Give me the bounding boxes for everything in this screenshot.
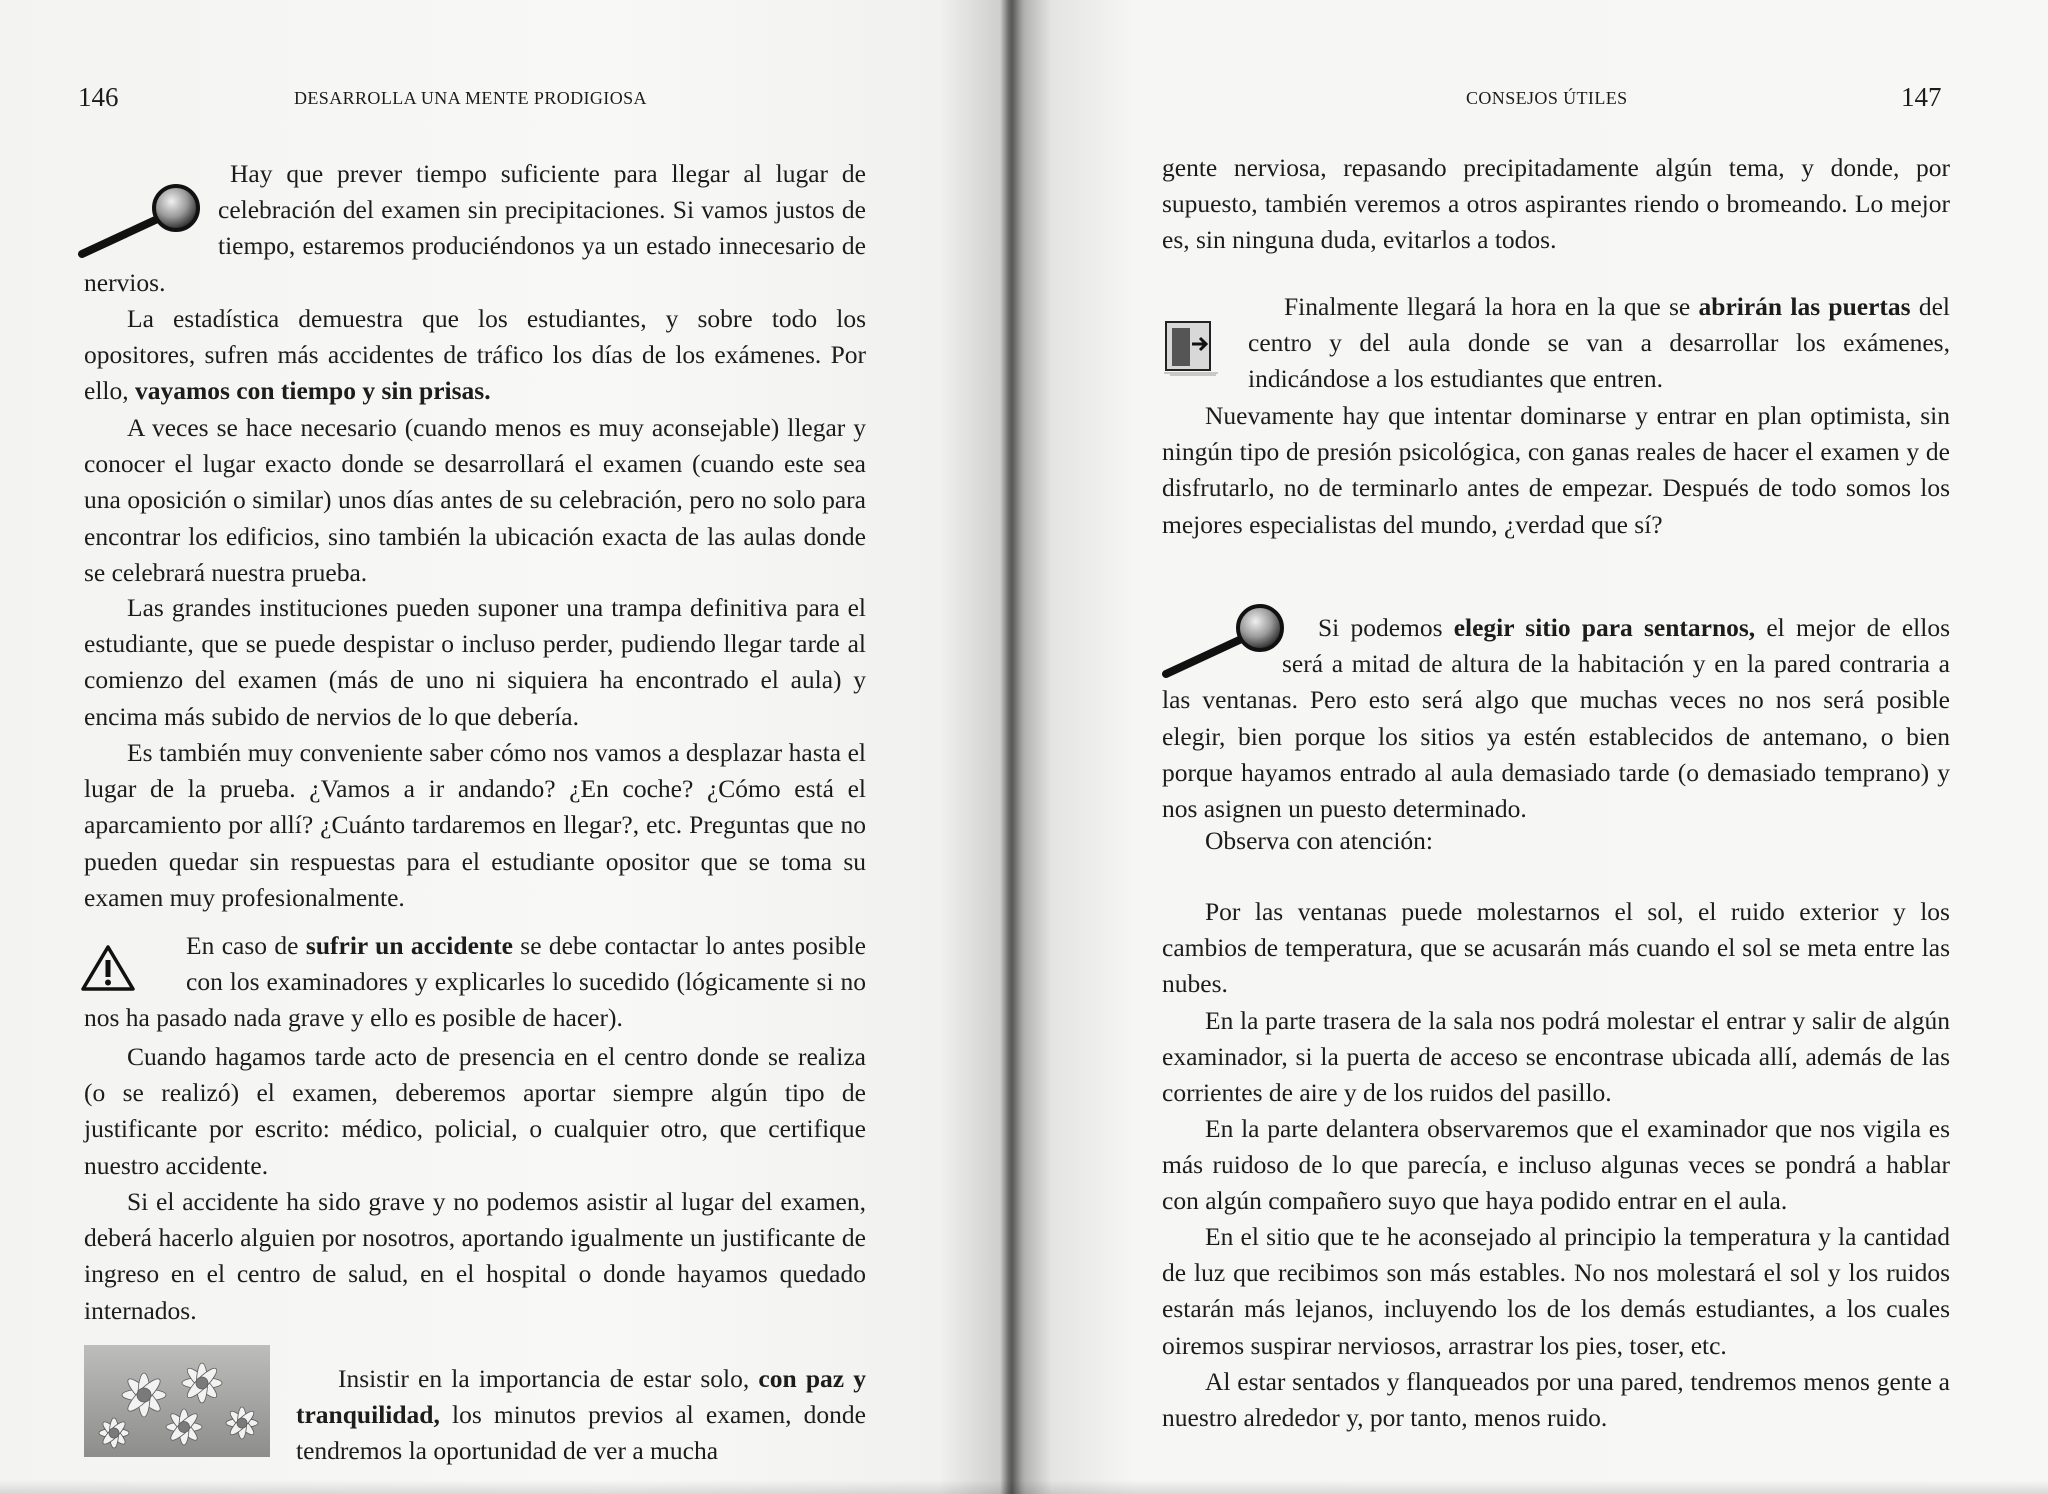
bold-phrase: sufrir un accidente: [305, 931, 513, 960]
running-head: CONSEJOS ÚTILES: [1466, 88, 1628, 108]
paragraph-p1: [84, 156, 866, 301]
paragraph-q8: En la parte delantera observaremos que el examinador que nos vigila es más ruidoso de lo que parecía, e incluso algunas veces se pondrá a hablar con algún compañero suyo que haya podido entrar en el aula.: [1162, 1114, 1950, 1216]
right-page: [1010, 0, 2048, 1494]
paragraph-q1: gente nerviosa, repasando precipitadamente algún tema, y donde, por supuesto, también veremos a otros aspirantes riendo o bromeando. Lo mejor es, sin ninguna duda, evitarlos a todos.: [1162, 153, 1950, 255]
page-number: 146: [78, 82, 119, 112]
paragraph-q3: Nuevamente hay que intentar dominarse y entrar en plan optimista, sin ningún tipo de presión psicológica, con ganas reales de hacer el examen y de disfrutarlo, no de terminarlo antes de empezar. Después de todo somos los mejores especialistas del mundo, ¿verdad que sí?: [1162, 401, 1950, 539]
page-bottom-shadow: [0, 1480, 2048, 1494]
left-page: [0, 0, 1010, 1494]
paragraph-q10: Al estar sentados y flanqueados por una pared, tendremos menos gente a nuestro alrededor y, por tanto, menos ruido.: [1162, 1367, 1950, 1433]
bold-phrase: vayamos con tiempo y sin prisas.: [135, 376, 491, 406]
paragraph-p9: [296, 1361, 866, 1470]
paragraph-q4: [1162, 610, 1950, 827]
paragraph-p3: A veces se hace necesario (cuando menos es muy aconsejable) llegar y conocer el lugar exacto donde se desarrollará el examen (cuando este sea una oposición o similar) unos días antes de su celebración, pero no solo para encontrar los edificios, sino también la ubicación exacta de las aulas donde se celebrará nuestra prueba.: [84, 413, 866, 587]
paragraph-text: En caso de: [186, 931, 306, 960]
paragraph-text: Insistir en la importancia de estar solo,: [338, 1364, 759, 1393]
paragraph-q5: Observa con atención:: [1205, 826, 1433, 855]
page-number: 147: [1901, 82, 1942, 112]
bold-phrase: con paz y tranquilidad,: [296, 1364, 867, 1430]
paragraph-p8: Si el accidente ha sido grave y no podemos asistir al lugar del examen, deberá hacerlo alguien por nosotros, aportando igualmente un justificante de ingreso en el centro de salud, en el hospital o donde hayamos quedado internados.: [84, 1187, 866, 1325]
paragraph-p4: Las grandes instituciones pueden suponer una trampa definitiva para el estudiante, que se puede despistar o incluso perder, pudiendo llegar tarde al comienzo del examen (más de uno ni siquiera ha encontrado el aula) y encima más subido de nervios de lo que debería.: [84, 593, 866, 731]
paragraph-text: del centro y del aula donde se van a desarrollar los exámenes, indicándose a los estudiantes que entren.: [1248, 292, 1951, 394]
paragraph-p2: [84, 301, 866, 410]
paragraph-text: Si podemos: [1318, 613, 1454, 642]
bold-phrase: elegir sitio para sentarnos,: [1453, 613, 1756, 642]
paragraph-text: el mejor de ellos será a mitad de altura de la habitación y en la pared contraria a las ventanas. Pero esto será algo que muchas veces no nos será posible elegir, bien porque los sitios ya estén establecidos de antemano, o bien porque hayamos entrado al aula demasiado tarde (o demasiado temprano) y nos asignen un puesto determinado.: [1162, 613, 1950, 824]
running-head: DESARROLLA UNA MENTE PRODIGIOSA: [294, 88, 647, 108]
paragraph-text: los minutos previos al examen, donde tendremos la oportunidad de ver a mucha: [296, 1400, 866, 1466]
paragraph-q6: Por las ventanas puede molestarnos el sol, el ruido exterior y los cambios de temperatura, que se acusarán más cuando el sol se meta entre las nubes.: [1162, 897, 1950, 999]
paragraph-q7: En la parte trasera de la sala nos podrá molestar el entrar y salir de algún examinador, si la puerta de acceso se encontrase ubicada allí, además de las corrientes de aire y de los ruidos del pasillo.: [1162, 1006, 1950, 1108]
paragraph-q2: [1162, 289, 1950, 398]
book-gutter: [1000, 0, 1022, 1494]
bold-phrase: abrirán las puertas: [1698, 292, 1911, 321]
paragraph-text: Finalmente llegará la hora en la que se: [1284, 292, 1699, 321]
paragraph-p7: Cuando hagamos tarde acto de presencia en el centro donde se realiza (o se realizó) el examen, deberemos aportar siempre algún tipo de justificante por escrito: médico, policial, o cualquier otro, que certifique nuestro accidente.: [84, 1042, 866, 1180]
paragraph-p5: Es también muy conveniente saber cómo nos vamos a desplazar hasta el lugar de la prueba. ¿Vamos a ir andando? ¿En coche? ¿Cómo está el aparcamiento por allí? ¿Cuánto tardaremos en llegar?, etc. Preguntas que no pueden quedar sin respuestas para el estudiante opositor que se toma su examen muy profesionalmente.: [84, 738, 866, 912]
paragraph-p6: [84, 928, 866, 1037]
paragraph-text: se debe contactar lo antes posible con los examinadores y explicarles lo sucedido (lógicamente si no nos ha pasado nada grave y ello es posible de hacer).: [84, 931, 866, 1033]
flowers-photo: [84, 1345, 270, 1457]
paragraph-q9: En el sitio que te he aconsejado al principio la temperatura y la cantidad de luz que recibimos son más estables. No nos molestará el sol y los ruidos estarán más lejanos, incluyendo los de los demás estudiantes, a los cuales oiremos suspirar nerviosos, arrastrar los pies, toser, etc.: [1162, 1222, 1950, 1360]
paragraph-text: Hay que prever tiempo suficiente para llegar al lugar de celebración del examen sin precipitaciones. Si vamos justos de tiempo, estaremos produciéndonos ya un estado innecesario de nervios.: [84, 159, 866, 297]
paragraph-text: La estadística demuestra que los estudiantes, y sobre todo los opositores, sufren más accidentes de tráfico los días de los exámenes. Por ello,: [84, 304, 866, 406]
